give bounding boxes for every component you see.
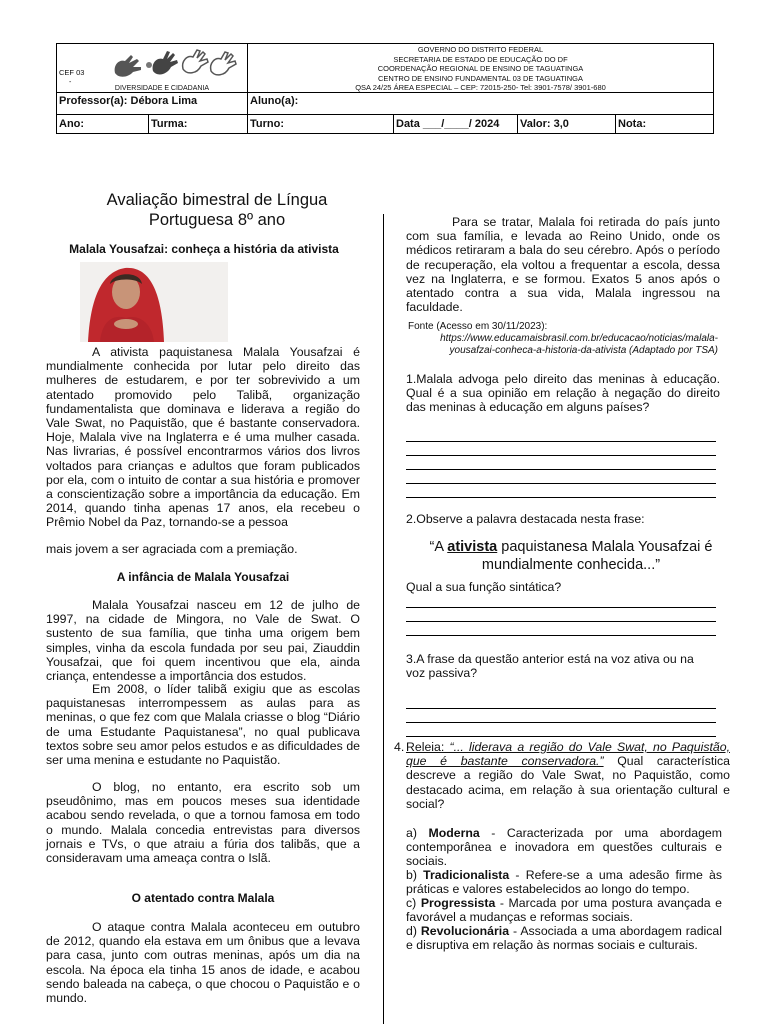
student-name-field[interactable]: Aluno(a): bbox=[250, 95, 299, 107]
article-paragraph: O blog, no entanto, era escrito sob um pseudônimo, mas em poucos meses sua identidade acabou sendo revelada, o que a tornou famosa em todo o mundo. Malala concedia entrevistas para diversos jornais e TVs, o que atraiu a fúria dos talibãs, que a consideravam uma ameaça contra o Islã. bbox=[46, 780, 360, 866]
answer-line[interactable] bbox=[406, 708, 716, 709]
hands-logo-icon bbox=[109, 47, 239, 81]
answer-line[interactable] bbox=[406, 497, 716, 498]
professor-field: Professor(a): Débora Lima bbox=[59, 95, 198, 107]
question-number: 2. bbox=[406, 512, 417, 526]
article-paragraph: Para se tratar, Malala foi retirada do país junto com sua família, e levada ao Reino Unido, onde os médicos retiraram a bala do seu cérebro. Após o período de recuperação, ela voltou a frequentar a escola, dessa vez na Inglaterra, e se formou. Exatos 5 anos após o atentado contra a sua vida, Malala ingressou na faculdade. bbox=[406, 215, 720, 315]
question-3 bbox=[406, 652, 706, 680]
government-header bbox=[248, 44, 713, 93]
logo-caption: DIVERSIDADE E CIDADANIA bbox=[114, 85, 210, 92]
answer-line[interactable] bbox=[406, 483, 716, 484]
article-paragraph: A ativista paquistanesa Malala Yousafzai é mundialmente conhecida por lutar pelo direito das mulheres de estudarem, e por ter sobrevivido a um atentado promovido pelo Talibã, organização fundamentalista que dominava e liderava a região do Vale Swat, no Paquistão, que é bastante conservadora. Hoje, Malala vive na Inglaterra e é uma mulher casada. Nas livrarias, é possível encontrarmos vários dos livros voltados para crianças e adultos que foram publicados por ela, com o intuito de contar a sua história e promover a conscientização sobre a importância da educação. Em 2014, quando tinha apenas 17 anos, ela recebeu o Prêmio Nobel da Paz, tornando-se a pessoa bbox=[46, 345, 360, 530]
school-code-dash: - bbox=[69, 79, 72, 86]
article-paragraph: Em 2008, o líder talibã exigiu que as escolas paquistanesas interrompessem as aulas para as meninas, o que fez com que Malala criasse o blog “Diário de uma Estudante Paquistanesa”, no qual publicava textos sobre seu amor pelos estudos e as dificuldades de ser uma menina e estudante no Paquistão. bbox=[46, 682, 360, 768]
article-paragraph: O ataque contra Malala aconteceu em outubro de 2012, quando ela estava em um ônibus que a levava para casa, junto com outras meninas, após um dia na escola. Na época ela tinha 15 anos de idade, e acabou sendo baleada na cabeça, o que chocou o Paquistão e o mundo. bbox=[46, 920, 360, 1006]
question-number: 4. bbox=[394, 740, 405, 754]
school-code: CEF 03 bbox=[59, 68, 85, 77]
answer-line[interactable] bbox=[406, 455, 716, 456]
gov-line: CENTRO DE ENSINO FUNDAMENTAL 03 DE TAGUATINGA bbox=[377, 73, 584, 83]
class-field[interactable]: Turma: bbox=[151, 118, 188, 130]
title-line: Avaliação bimestral de Língua bbox=[106, 191, 328, 209]
section-heading: O atentado contra Malala bbox=[131, 891, 275, 905]
question-2 bbox=[406, 512, 720, 526]
question-text: Malala advoga pelo direito das meninas à educação. Qual é a sua opinião em relação à negação do direito das meninas à educação em alguns países? bbox=[406, 372, 720, 415]
option-d[interactable]: d) Revolucionária - Associada a uma abordagem radical e disruptiva em relação às normas sociais e culturais. bbox=[406, 924, 722, 953]
answer-line[interactable] bbox=[406, 635, 716, 636]
article-title: Malala Yousafzai: conheça a história da ativista bbox=[69, 242, 339, 256]
question-text: Observe a palavra destacada nesta frase: bbox=[416, 512, 645, 526]
gov-line: COORDENAÇÃO REGIONAL DE ENSINO DE TAGUATINGA bbox=[377, 64, 584, 73]
shift-field[interactable]: Turno: bbox=[250, 118, 285, 130]
malala-photo bbox=[80, 262, 228, 342]
date-field[interactable]: Data ___/____/ 2024 bbox=[396, 118, 500, 130]
answer-line[interactable] bbox=[406, 469, 716, 470]
gov-line: QSA 24/25 ÁREA ESPECIAL – CEP: 72015-250- Tel: 3901-7578/ 3901-680 bbox=[355, 83, 606, 92]
highlighted-phrase: bastante conservadora bbox=[460, 754, 597, 769]
section-heading: A infância de Malala Yousafzai bbox=[116, 570, 290, 584]
question-text: A frase da questão anterior está na voz ativa ou na voz passiva? bbox=[406, 652, 694, 681]
highlighted-sentence: “A ativista paquistanesa Malala Yousafzai é mundialmente conhecida...” bbox=[429, 539, 713, 573]
column-divider bbox=[383, 214, 384, 1024]
grade-field[interactable]: Ano: bbox=[59, 118, 85, 130]
question-number: 3. bbox=[406, 652, 417, 666]
article-paragraph: Malala Yousafzai nasceu em 12 de julho de 1997, na cidade de Mingora, no Vale de Swat. O sustento de sua família, que tinha uma origem bem simples, vinha da escola fundada por seu pai, Ziauddin Yousafzai, que foi quem incentivou que ela, ainda criança, entendesse a importância dos estudos. bbox=[46, 598, 360, 684]
value-field: Valor: 3,0 bbox=[520, 118, 569, 130]
question-4: Releia: “... liderava a região do Vale Swat, no Paquistão, que é bastante conservadora.” Qual característica descreve a região do Vale Swat, no Paquistão, como destacado acima, em relação à sua orientação cultural e social? bbox=[406, 740, 730, 811]
source-label: Fonte (Acesso em 30/11/2023): bbox=[408, 321, 548, 332]
gov-line: SECRETARIA DE ESTADO DE EDUCAÇÃO DO DF bbox=[393, 54, 568, 64]
school-logo-area bbox=[57, 44, 247, 92]
option-b[interactable]: b) Tradicionalista - Refere-se a uma adesão firme às práticas e valores estabelecidos ao longo do tempo. bbox=[406, 868, 722, 897]
question-1 bbox=[406, 372, 720, 415]
question-number: 1. bbox=[406, 372, 417, 386]
header-table bbox=[56, 43, 714, 134]
highlighted-word: ativista bbox=[447, 539, 498, 555]
gov-line: GOVERNO DO DISTRITO FEDERAL bbox=[417, 45, 544, 54]
answer-line[interactable] bbox=[406, 607, 716, 608]
answer-line[interactable] bbox=[406, 441, 716, 442]
source-url: https://www.educamaisbrasil.com.br/educacao/noticias/malala-yousafzai-conheca-a-historia-da-ativista (Adaptado por TSA) bbox=[440, 333, 718, 356]
page-title bbox=[72, 190, 362, 230]
article-paragraph: mais jovem a ser agraciada com a premiação. bbox=[46, 542, 298, 556]
answer-line[interactable] bbox=[406, 722, 716, 723]
answer-line[interactable] bbox=[406, 621, 716, 622]
answer-line[interactable] bbox=[406, 736, 716, 737]
question-2-ask: Qual a sua função sintática? bbox=[406, 580, 562, 594]
option-c[interactable]: c) Progressista - Marcada por uma postura avançada e favorável a mudanças e reformas sociais. bbox=[406, 896, 723, 925]
option-a[interactable]: a) Moderna - Caracterizada por uma abordagem contemporânea e inovadora em questões culturais e sociais. bbox=[406, 826, 722, 869]
grade-score-field[interactable]: Nota: bbox=[618, 118, 647, 130]
title-line: Portuguesa 8º ano bbox=[148, 211, 286, 229]
